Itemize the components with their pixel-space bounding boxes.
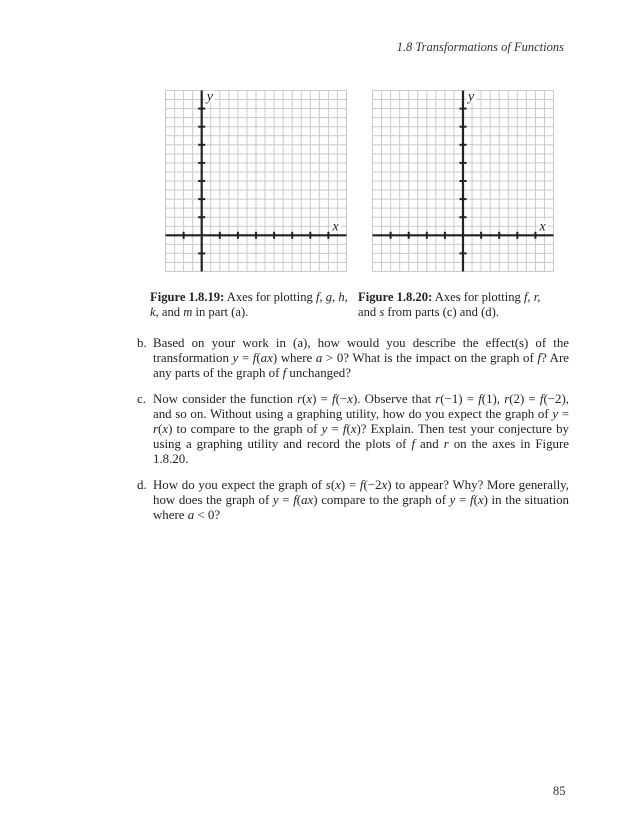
- math-variable: y: [449, 492, 456, 507]
- item-text: ? Are any parts of the graph of: [153, 351, 569, 381]
- item-text: (−: [335, 391, 348, 406]
- caption-line-2: and s from parts (c) and (d).: [358, 305, 499, 319]
- math-variable: f: [537, 351, 542, 366]
- item-text: (−2: [363, 477, 382, 492]
- caption-line-1: Figure 1.8.19: Axes for plotting f, g, h,: [150, 290, 348, 304]
- math-variable: f: [478, 391, 482, 406]
- math-variable: f: [539, 391, 544, 406]
- math-variable: x: [381, 477, 388, 492]
- item-text: ) =: [312, 391, 333, 406]
- math-variable: r: [435, 391, 441, 406]
- math-variable: x: [306, 391, 313, 406]
- item-text: ) compare to the graph of: [313, 492, 450, 507]
- item-text: (: [296, 492, 302, 507]
- item-text: (: [473, 492, 478, 507]
- item-text: )? Explain. Then test your conjecture by using a graphing utility and record the plots of: [153, 422, 569, 452]
- math-variable: a: [315, 351, 323, 366]
- math-variable: ax: [301, 492, 314, 507]
- caption-line-1: Figure 1.8.20: Axes for plotting f, r,: [358, 290, 541, 304]
- item-text: > 0? What is the impact on the graph of: [322, 351, 538, 366]
- running-head-title: 1.8 Transformations of Functions: [396, 40, 564, 54]
- exercise-item-d: [137, 478, 569, 524]
- item-text: ) =: [340, 477, 360, 492]
- item-text: =: [278, 492, 294, 507]
- math-variable: x: [347, 391, 353, 406]
- item-text: (: [158, 422, 163, 437]
- x-axis-label: x: [539, 219, 546, 235]
- math-variable: f: [359, 477, 364, 492]
- math-variable: f: [411, 437, 416, 452]
- math-variable: f: [332, 391, 336, 406]
- item-text: =: [238, 351, 253, 366]
- math-variable: r: [443, 437, 449, 452]
- math-variable: x: [335, 477, 341, 492]
- coordinate-grid: [372, 90, 555, 273]
- item-text: How do you expect the graph of: [153, 477, 326, 492]
- item-text: and: [415, 437, 444, 452]
- figure-1-8-20-axes: [372, 90, 555, 273]
- exercise-list: [137, 336, 569, 533]
- page-number: 85: [553, 784, 566, 798]
- figure-label: Figure 1.8.20:: [358, 290, 433, 304]
- item-text: < 0?: [194, 508, 221, 523]
- math-variable: x: [162, 422, 169, 437]
- x-axis-label: x: [332, 219, 339, 235]
- item-text: (: [346, 422, 351, 437]
- item-text: Now consider the function: [153, 391, 298, 406]
- y-axis-label: y: [206, 90, 213, 105]
- math-variable: ax: [260, 351, 273, 366]
- item-text: (: [330, 477, 336, 492]
- math-variable: f: [342, 422, 347, 437]
- math-variable: f: [469, 492, 474, 507]
- item-text: on the axes in Figure 1.8.20.: [153, 437, 569, 467]
- item-text: ) to compare to the graph of: [168, 422, 322, 437]
- math-variable: s: [325, 477, 331, 492]
- math-variable: y: [272, 492, 279, 507]
- figure-label: Figure 1.8.19:: [150, 290, 225, 304]
- item-text: (: [302, 391, 307, 406]
- item-text: =: [558, 406, 569, 421]
- math-variable: f: [293, 492, 297, 507]
- math-variable: r: [297, 391, 303, 406]
- math-variable: f: [282, 366, 287, 381]
- math-variable: x: [350, 422, 357, 437]
- math-variable: a: [187, 508, 195, 523]
- item-text: (−1) =: [440, 391, 479, 406]
- item-text: (−2), and so on. Without using a graphing utility, how do you expect the graph of: [153, 391, 569, 421]
- item-letter: b.: [137, 336, 147, 350]
- math-variable: r: [153, 422, 159, 437]
- coordinate-grid: [165, 90, 348, 273]
- figure-1-8-19-axes: [165, 90, 348, 273]
- figure-1-8-19-caption: [150, 290, 365, 320]
- item-text: (: [256, 351, 261, 366]
- math-variable: r: [504, 391, 510, 406]
- math-variable: y: [552, 406, 559, 421]
- item-text: (2) =: [509, 391, 540, 406]
- figure-1-8-20-caption: [358, 290, 573, 320]
- exercise-item-c: [137, 392, 569, 468]
- item-text: ) to appear? Why? More generally, how does the graph of: [153, 477, 569, 507]
- item-text: unchanged?: [286, 366, 351, 381]
- item-text: ). Observe that: [352, 391, 436, 406]
- math-variable: x: [477, 492, 484, 507]
- item-letter: d.: [137, 477, 147, 492]
- caption-line-2: k, and m in part (a).: [150, 305, 249, 319]
- math-variable: y: [321, 422, 328, 437]
- y-axis-label: y: [468, 90, 475, 105]
- item-text: =: [455, 492, 470, 507]
- item-letter: c.: [137, 391, 146, 406]
- item-text: ) where: [272, 351, 316, 366]
- item-text: Based on your work in (a), how would you describe the effect(s) of the transformation: [153, 336, 569, 366]
- exercise-item-b: [137, 336, 569, 382]
- item-text: (1),: [481, 391, 505, 406]
- item-text: =: [327, 422, 343, 437]
- math-variable: y: [232, 351, 239, 366]
- math-variable: f: [252, 351, 257, 366]
- item-text: ) in the situation where: [153, 492, 569, 523]
